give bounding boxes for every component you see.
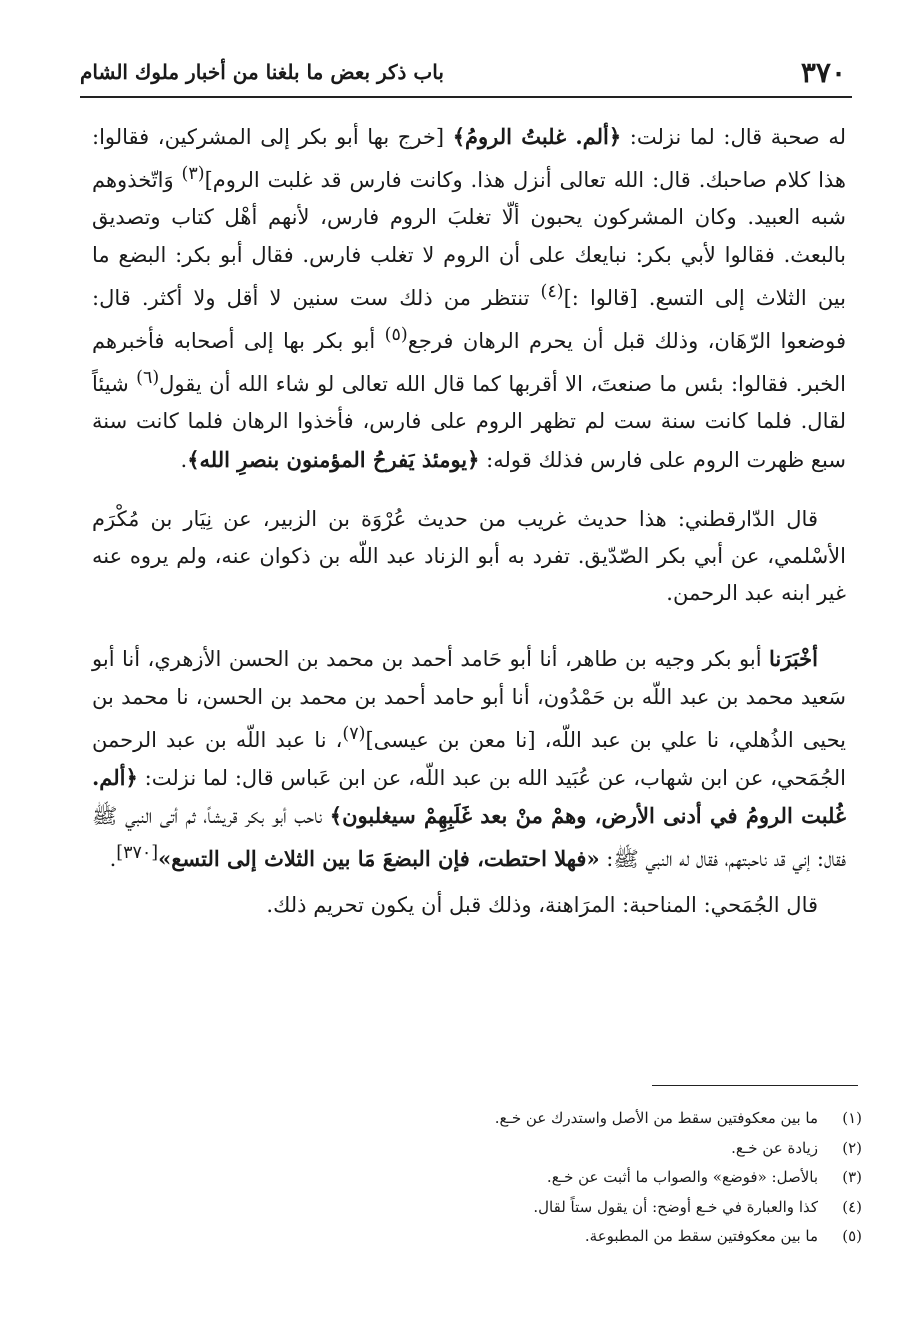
hadith-number: [٣٧٠] xyxy=(116,843,159,864)
paragraph-1: له صحبة قال: لما نزلت: ﴿ألم. غلبتُ الرومُ﴾ [خرج بها أبو بكر إلى المشركين، فقالوا: هذا كلام صاحبك. قال: الله تعالى أنزل هذا. وكانت فارس قد غلبت الروم]$^{(٣)}$ وَاتّخذوهم شبه العبيد. وكان المشركون يحبون ألّا تغلبَ الروم فارس، لأنهم أهْل كتاب وتصديق بالبعث. فقالوا لأبي بكر: نبايعك على أن الروم لا تغلب فارس. فقال أبو بكر: البضع ما بين الثلاث إلى التسع. [قالوا :]$^{(٤)}$ تنتظر من ذلك ست سنين لا أقل ولا أكثر. قال: فوضعوا الرّهَان، وذلك قبل أن يحرم الرهان فرجع$^{(٥)}$ أبو بكر بها إلى أصحابه فأخبرهم الخبر. فقالوا: بئس ما صنعتَ، الا أقربها كما قال الله تعالى لو شاء الله أن يقول$^{(٦)}$ شيئاً لقال. فلما كانت سنة ست لم تظهر الروم على فارس، فأخذوا الرهان فلما كانت سنة سبع ظهرت الروم على فارس فذلك قوله: ﴿يومئذ يَفرحُ المؤمنون بنصرِ الله﴾. xyxy=(92,124,847,472)
hadith-quote: «فهلا احتطت، فإن البضعَ مَا بين الثلاث إلى التسع» xyxy=(158,846,600,872)
chapter-title: باب ذكر بعض ما بلغنا من أخبار ملوك الشام xyxy=(80,60,444,84)
main-text xyxy=(92,118,846,924)
footnote-separator xyxy=(652,1085,858,1086)
isnad-lead: أخْبَرَنا xyxy=(769,646,818,672)
page-number: ٣٧٠ xyxy=(800,56,846,89)
running-header xyxy=(80,50,852,98)
footnote-ref: (٤) xyxy=(540,281,564,302)
footnote-ref: (٦) xyxy=(136,368,160,389)
footnote-item: (٤) كذا والعبارة في خـع أوضح: أن يقول ستاً لقال. xyxy=(533,1197,862,1216)
footnote-ref: (٣) xyxy=(181,164,205,185)
footnote-item: (١) ما بين معكوفتين سقط من الأصل واستدرك عن خـع. xyxy=(494,1109,862,1127)
paragraph-4: قال الجُمَحي: المناحبة: المرَاهنة، وذلك قبل أن يكون تحريم ذلك. xyxy=(266,892,818,917)
footnote-item: (٢) زيادة عن خـع. xyxy=(731,1138,862,1157)
quran-quote: ﴿ألم. غلبتُ الرومُ﴾ xyxy=(452,124,622,149)
footnote-item: (٣) بالأصل: «فوضع» والصواب ما أثبت عن خـع. xyxy=(546,1168,862,1186)
paragraph-2: قال الدّارقطني: هذا حديث غريب من حديث عُرْوَة بن الزبير، عن نِيَار بن مُكْرَم الأسْلمي، عن أبي بكر الصّدّيق. تفرد به أبو الزناد عبد اللّه بن ذكوان عنه، ولم يروه عنه غير ابنه عبد الرحمن. xyxy=(92,506,846,606)
footnotes xyxy=(92,1104,862,1252)
paragraph-3: أخْبَرَنا أبو بكر وجيه بن طاهر، أنا أبو حَامد أحمد بن محمد بن الحسن الأزهري، أنا أبو سَعيد محمد بن عبد اللّه بن حَمْدُون، أنا أبو حامد أحمد بن محمد بن الحسن، نا محمد بن يحيى الذُهلي، نا علي بن عبد اللّه، [نا معن بن عيسى]$^{(٧)}$، نا عبد اللّه بن عبد الرحمن الجُمَحي، عن ابن شهاب، عن عُبَيد الله بن عبد اللّه، عن ابن عَباس قال: لما نزلت: ﴿ألم. غُلبت الرومُ في أدنى الأرض، وهمْ منْ بعد غَلَبِهِمْ سيغلبون﴾ ناحب أبو بكر قريشاً، ثم أتى النبي ﷺ فقال: إني قد ناحبتهم، فقال له النبي ﷺ: «فهلا احتطت، فإن البضعَ مَا بين الثلاث إلى التسع»[٣٧٠]. xyxy=(92,646,846,872)
footnote-item: (٥) ما بين معكوفتين سقط من المطبوعة. xyxy=(584,1227,862,1245)
quran-quote: ﴿ألم. غُلبت الرومُ في أدنى الأرض، وهمْ منْ بعد غَلَبِهِمْ سيغلبون﴾ xyxy=(92,765,846,829)
footnote-ref: (٥) xyxy=(384,325,408,346)
quran-quote: ﴿يومئذ يَفرحُ المؤمنون بنصرِ الله﴾ xyxy=(187,446,480,472)
footnote-ref: (٧) xyxy=(342,723,366,744)
